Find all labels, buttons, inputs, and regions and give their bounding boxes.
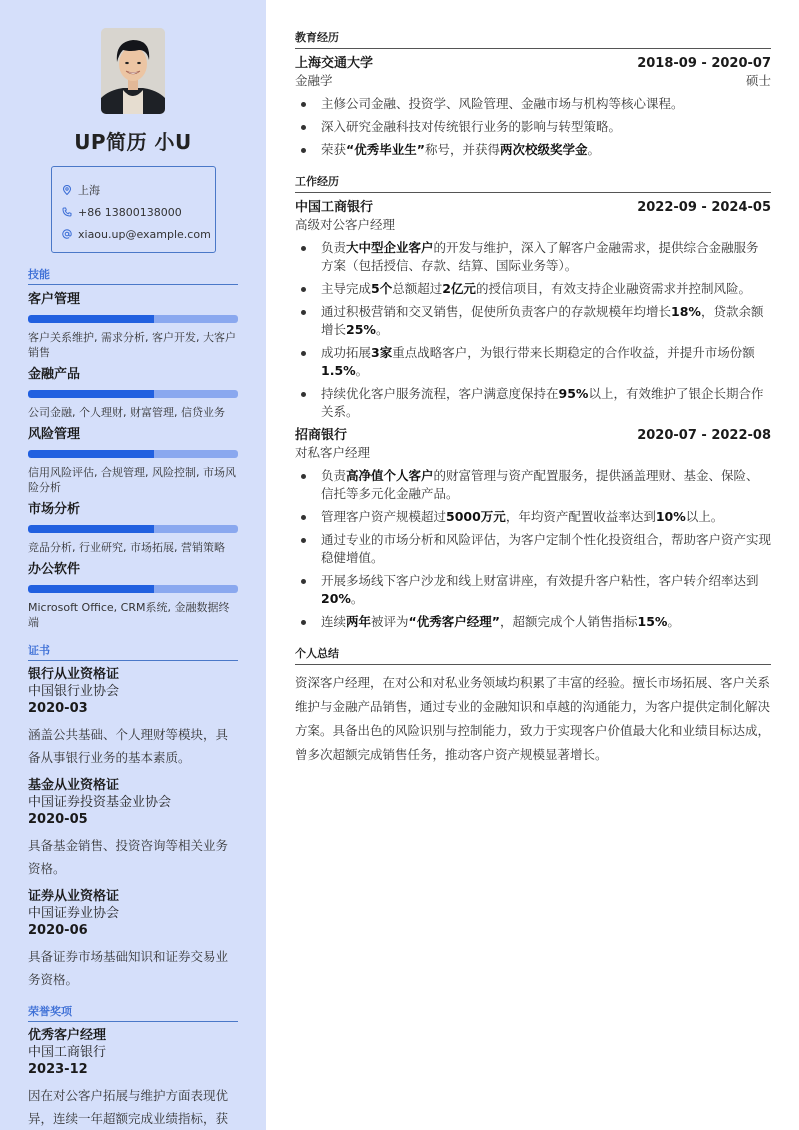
- work-bullets: [295, 467, 771, 631]
- certificates-heading: 证书: [28, 642, 238, 661]
- contact-phone: [62, 201, 215, 223]
- contact-box: [51, 166, 216, 253]
- education-entry: [295, 55, 771, 159]
- candidate-name: UP简历 小U: [74, 130, 192, 154]
- contact-location: [62, 179, 215, 201]
- skill-name: 办公软件: [28, 562, 81, 577]
- skill-level-bar: [28, 450, 238, 458]
- certificate-item: [28, 888, 238, 991]
- summary-heading: 个人总结: [295, 645, 771, 665]
- job-title: 对私客户经理: [295, 445, 371, 460]
- education-bullets: [295, 95, 771, 159]
- school-name: 上海交通大学: [295, 56, 374, 71]
- company-name: 中国工商银行: [295, 200, 374, 215]
- award-description: 因在对公客户拓展与维护方面表现优异，连续一年超额完成业绩指标，获: [28, 1088, 229, 1126]
- work-entry: [295, 199, 771, 421]
- award-name: 优秀客户经理: [28, 1028, 107, 1043]
- skill-level-fill: [28, 585, 154, 593]
- bullet-item: 通过专业的市场分析和风险评估，为客户定制个性化投资组合，帮助客户资产实现稳健增值。: [295, 531, 771, 567]
- work-section: [295, 173, 771, 631]
- skill-keywords: 客户关系维护, 需求分析, 客户开发, 大客户销售: [28, 331, 236, 359]
- skill-name: 市场分析: [28, 502, 81, 517]
- portrait-image: [101, 28, 165, 114]
- certificate-issuer: 中国银行业协会: [28, 684, 120, 699]
- certificate-name: 银行从业资格证: [28, 667, 120, 682]
- sidebar: [0, 0, 266, 1130]
- bullet-item: 持续优化客户服务流程，客户满意度保持在95%以上，有效维护了银企长期合作关系。: [295, 385, 771, 421]
- location-text: 上海: [78, 184, 100, 197]
- bullet-item: 成功拓展3家重点战略客户，为银行带来长期稳定的合作收益，并提升市场份额1.5%。: [295, 344, 771, 380]
- email-text[interactable]: xiaou.up@example.com: [78, 227, 211, 241]
- profile-photo: [101, 28, 165, 114]
- skill-item: [28, 290, 238, 360]
- summary-text: 资深客户经理，在对公和对私业务领域均积累了丰富的经验。擅长市场拓展、客户关系维护与金融产品销售，通过专业的金融知识和卓越的沟通能力，为客户提供定制化解决方案。具备出色的风险识别与控制能力，致力于实现客户价值最大化和业绩目标达成，曾多次超额完成销售任务，推动客户资产规模显著增长。: [295, 675, 771, 762]
- bullet-item: 开展多场线下客户沙龙和线上财富讲座，有效提升客户粘性，客户转介绍率达到20%。: [295, 572, 771, 608]
- skill-name: 客户管理: [28, 292, 81, 307]
- phone-icon: [62, 207, 78, 217]
- award-issuer: 中国工商银行: [28, 1045, 107, 1060]
- certificate-issuer: 中国证券业协会: [28, 906, 120, 921]
- degree: 硕士: [745, 73, 771, 88]
- skill-keywords: Microsoft Office, CRM系统, 金融数据终端: [28, 601, 230, 629]
- skill-item: [28, 365, 238, 420]
- skill-level-bar: [28, 315, 238, 323]
- certificate-description: 涵盖公共基础、个人理财等模块，具备从事银行业务的基本素质。: [28, 727, 229, 765]
- certificate-issuer: 中国证券投资基金业协会: [28, 795, 172, 810]
- bullet-item: 荣获“优秀毕业生”称号，并获得两次校级奖学金。: [295, 141, 771, 159]
- education-heading: 教育经历: [295, 29, 771, 49]
- certificate-date: 2020-03: [28, 701, 88, 716]
- work-entry: [295, 427, 771, 631]
- work-period: 2020-07 - 2022-08: [637, 428, 771, 443]
- certificate-item: [28, 777, 238, 880]
- company-name: 招商银行: [295, 428, 348, 443]
- education-period: 2018-09 - 2020-07: [637, 56, 771, 71]
- skill-level-bar: [28, 525, 238, 533]
- skill-level-fill: [28, 450, 154, 458]
- location-pin-icon: [62, 185, 78, 195]
- bullet-item: 连续两年被评为“优秀客户经理”，超额完成个人销售指标15%。: [295, 613, 771, 631]
- certificate-date: 2020-05: [28, 812, 88, 827]
- bullet-item: 负责高净值个人客户的财富管理与资产配置服务，提供涵盖理财、基金、保险、信托等多元化金融产品。: [295, 467, 771, 503]
- work-bullets: [295, 239, 771, 421]
- skill-keywords: 公司金融, 个人理财, 财富管理, 信贷业务: [28, 406, 225, 419]
- skills-heading: 技能: [28, 266, 238, 285]
- certificate-date: 2020-06: [28, 923, 88, 938]
- bullet-item: 管理客户资产规模超过5000万元，年均资产配置收益率达到10%以上。: [295, 508, 771, 526]
- certificate-name: 基金从业资格证: [28, 778, 120, 793]
- education-section: [295, 29, 771, 159]
- bullet-item: 负责大中型企业客户的开发与维护，深入了解客户金融需求，提供综合金融服务方案（包括授信、存款、结算、国际业务等）。: [295, 239, 771, 275]
- certificate-description: 具备证券市场基础知识和证券交易业务资格。: [28, 949, 229, 987]
- skill-name: 金融产品: [28, 367, 81, 382]
- skill-level-bar: [28, 390, 238, 398]
- certificate-item: [28, 666, 238, 769]
- awards-heading: 荣誉奖项: [28, 1003, 238, 1022]
- skill-keywords: 信用风险评估, 合规管理, 风险控制, 市场风险分析: [28, 466, 236, 494]
- skill-item: [28, 560, 238, 630]
- skill-name: 风险管理: [28, 427, 81, 442]
- skill-level-fill: [28, 525, 154, 533]
- skill-level-fill: [28, 315, 154, 323]
- certificate-name: 证券从业资格证: [28, 889, 120, 904]
- work-heading: 工作经历: [295, 173, 771, 193]
- summary-section: [295, 645, 771, 767]
- skill-item: [28, 500, 238, 555]
- award-item: [28, 1027, 238, 1130]
- bullet-item: 深入研究金融科技对传统银行业务的影响与转型策略。: [295, 118, 771, 136]
- award-date: 2023-12: [28, 1062, 88, 1077]
- job-title: 高级对公客户经理: [295, 217, 396, 232]
- bullet-item: 主修公司金融、投资学、风险管理、金融市场与机构等核心课程。: [295, 95, 771, 113]
- sidebar-content: [28, 266, 238, 1130]
- contact-email: [62, 223, 215, 245]
- certificate-description: 具备基金销售、投资咨询等相关业务资格。: [28, 838, 229, 876]
- major: 金融学: [295, 73, 333, 88]
- bullet-item: 通过积极营销和交叉销售，促使所负责客户的存款规模年均增长18%，贷款余额增长25%。: [295, 303, 771, 339]
- skill-keywords: 竞品分析, 行业研究, 市场拓展, 营销策略: [28, 541, 225, 554]
- bullet-item: 主导完成5个总额超过2亿元的授信项目，有效支持企业融资需求并控制风险。: [295, 280, 771, 298]
- skill-level-fill: [28, 390, 154, 398]
- main-content: [295, 29, 771, 781]
- skill-item: [28, 425, 238, 495]
- phone-text: +86 13800138000: [78, 205, 182, 219]
- work-period: 2022-09 - 2024-05: [637, 200, 771, 215]
- at-sign-icon: [62, 229, 78, 239]
- skill-level-bar: [28, 585, 238, 593]
